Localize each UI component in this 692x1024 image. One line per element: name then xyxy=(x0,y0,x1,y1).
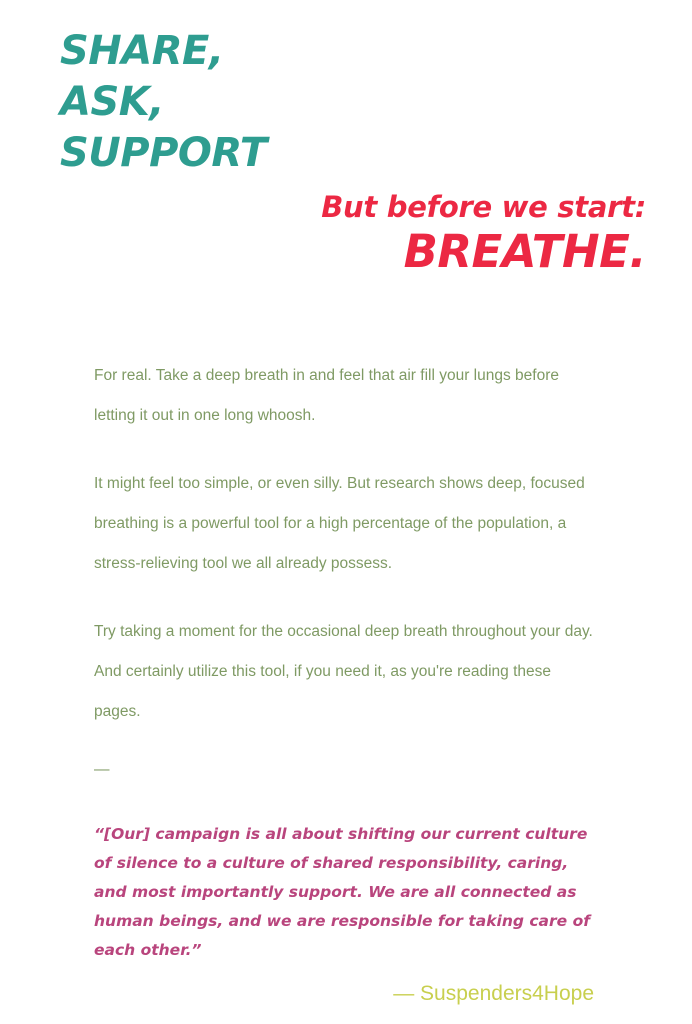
body-paragraph-3: Try taking a moment for the occasional deep breath throughout your day. And certainly utilize this tool, if you need it, as you're reading these pages. xyxy=(94,623,593,720)
headline-line-2: ASK, xyxy=(60,79,164,125)
headline-line-1: SHARE, xyxy=(60,28,224,74)
pull-quote-text: “[Our] campaign is all about shifting our current culture of silence to a culture of shared responsibility, caring, and most importantly support. We are all connected as human beings, and we are responsible for taking care of each other.” xyxy=(94,825,590,959)
headline-line-3: SUPPORT xyxy=(60,130,267,176)
pull-quote xyxy=(94,820,594,1007)
body-paragraph-1: For real. Take a deep breath in and feel that air fill your lungs before letting it out in one long whoosh. xyxy=(94,367,559,424)
subheadline-small: But before we start: xyxy=(321,190,646,224)
pull-quote-attribution: — Suspenders4Hope xyxy=(393,982,594,1005)
subheadline-big: BREATHE. xyxy=(403,225,646,278)
subheadline xyxy=(226,188,646,278)
body-copy xyxy=(94,356,594,780)
body-paragraph-2: It might feel too simple, or even silly. But research shows deep, focused breathing is a powerful tool for a high percentage of the population, a stress-relieving tool we all already possess. xyxy=(94,475,585,572)
body-divider-dash: — xyxy=(94,761,110,778)
page-title xyxy=(60,26,480,179)
